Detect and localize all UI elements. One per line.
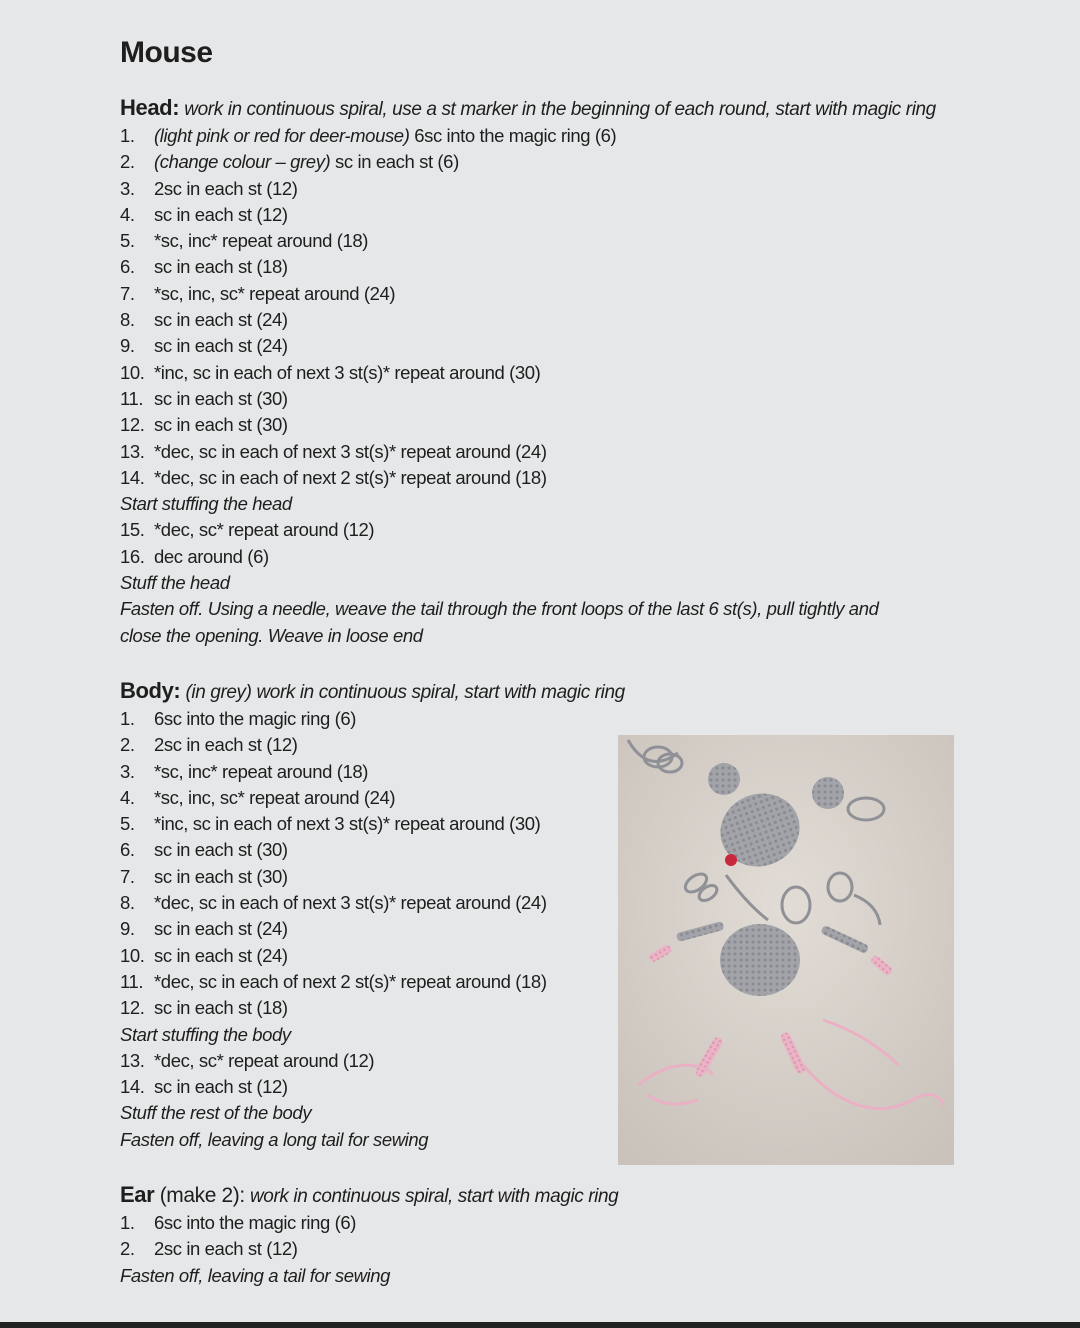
- body-fasten-note: Fasten off, leaving a long tail for sewing: [120, 1128, 429, 1150]
- round-number: 14.: [120, 1076, 145, 1098]
- body-stuffing-note: Start stuffing the body: [120, 1023, 291, 1045]
- round-number: 1.: [120, 1212, 135, 1233]
- round-color-note: (light pink or red for deer-mouse): [154, 125, 410, 146]
- round-instruction: sc in each st (18): [154, 997, 288, 1019]
- round-number: 2.: [120, 1238, 135, 1260]
- round-instruction: sc in each st (24): [154, 944, 288, 966]
- round-instruction: 2sc in each st (12): [154, 1238, 298, 1260]
- round-instruction: sc in each st (30): [154, 387, 288, 409]
- round-instruction: *inc, sc in each of next 3 st(s)* repeat around (30): [154, 361, 541, 383]
- round-number: 14.: [120, 466, 145, 488]
- head-round: [120, 360, 936, 386]
- round-instruction: *dec, sc* repeat around (12): [154, 1049, 375, 1071]
- round-instruction: 6sc into the magic ring (6): [154, 708, 357, 729]
- round-instruction: *dec, sc in each of next 3 st(s)* repeat around (24): [154, 892, 547, 914]
- round-instruction: sc in each st (30): [154, 414, 288, 436]
- round-instruction: sc in each st (6): [330, 151, 459, 173]
- body-rounds: [120, 706, 625, 1022]
- round-instruction: sc in each st (18): [154, 256, 288, 278]
- round-number: 8.: [120, 892, 135, 914]
- page-title: Mouse: [120, 36, 213, 69]
- body-round: [120, 995, 625, 1021]
- round-instruction: *sc, inc, sc* repeat around (24): [154, 786, 396, 808]
- round-number: 5.: [120, 230, 135, 252]
- head-fasten-line-1: Fasten off. Using a needle, weave the tail through the front loops of the last 6 st(s), pull tightly and: [120, 598, 879, 620]
- round-number: 16.: [120, 545, 145, 567]
- body-round: [120, 759, 625, 785]
- round-number: 12.: [120, 414, 145, 436]
- head-stuff-note: Stuff the head: [120, 572, 230, 594]
- body-round: [120, 943, 625, 969]
- body-round: [120, 969, 625, 995]
- body-round: [120, 890, 625, 916]
- body-rounds-final: [120, 1048, 625, 1101]
- body-round: [120, 864, 625, 890]
- head-rounds-final: [120, 517, 936, 570]
- body-label: Body:: [120, 678, 181, 703]
- round-number: 7.: [120, 282, 135, 304]
- head-round: [120, 281, 936, 307]
- head-round: [120, 465, 936, 491]
- round-instruction: sc in each st (12): [154, 203, 288, 225]
- body-note: (in grey) work in continuous spiral, start with magic ring: [185, 682, 625, 703]
- body-stuff-note: Stuff the rest of the body: [120, 1102, 312, 1124]
- round-instruction: sc in each st (24): [154, 335, 288, 357]
- round-number: 11.: [120, 387, 144, 409]
- round-number: 4.: [120, 203, 135, 225]
- head-section: [120, 95, 936, 649]
- head-round: [120, 123, 936, 149]
- ear-section: [120, 1182, 618, 1289]
- body-round: [120, 811, 625, 837]
- head-label: Head:: [120, 95, 180, 120]
- round-number: 8.: [120, 309, 135, 331]
- head-stuffing-note: Start stuffing the head: [120, 493, 292, 515]
- round-instruction: sc in each st (24): [154, 309, 288, 331]
- head-round: [120, 228, 936, 254]
- body-round: [120, 732, 625, 758]
- round-instruction: sc in each st (12): [154, 1076, 288, 1098]
- ear-rounds: [120, 1210, 618, 1263]
- head-round: [120, 307, 936, 333]
- head-fasten-line-2: close the opening. Weave in loose end: [120, 624, 423, 646]
- body-round: [120, 1048, 625, 1074]
- round-instruction: *dec, sc* repeat around (12): [154, 519, 375, 541]
- round-number: 1.: [120, 125, 135, 146]
- round-instruction: *dec, sc in each of next 3 st(s)* repeat around (24): [154, 440, 547, 462]
- head-round: [120, 176, 936, 202]
- body-round: [120, 785, 625, 811]
- round-instruction: sc in each st (30): [154, 839, 288, 861]
- round-instruction: *inc, sc in each of next 3 st(s)* repeat around (30): [154, 813, 541, 835]
- head-round: [120, 544, 936, 570]
- head-round: [120, 202, 936, 228]
- head-note: work in continuous spiral, use a st marker in the beginning of each round, start with magic ring: [184, 99, 936, 120]
- bottom-rule: [0, 1322, 1080, 1328]
- round-number: 3.: [120, 760, 135, 782]
- round-number: 13.: [120, 1049, 145, 1071]
- ear-label-suffix: (make 2):: [154, 1184, 245, 1207]
- ear-label: Ear: [120, 1182, 155, 1207]
- body-section: [120, 678, 625, 1153]
- head-round: [120, 333, 936, 359]
- round-instruction: *sc, inc, sc* repeat around (24): [154, 282, 396, 304]
- round-instruction: *sc, inc* repeat around (18): [154, 760, 369, 782]
- round-number: 10.: [120, 361, 145, 383]
- round-number: 10.: [120, 944, 145, 966]
- round-instruction: 2sc in each st (12): [154, 734, 298, 756]
- crochet-mouse-parts-photo: [618, 735, 954, 1165]
- round-instruction: *sc, inc* repeat around (18): [154, 230, 369, 252]
- ear-round: [120, 1210, 618, 1236]
- round-instruction: 6sc into the magic ring (6): [409, 125, 617, 146]
- ear-fasten-note: Fasten off, leaving a tail for sewing: [120, 1264, 391, 1286]
- round-number: 12.: [120, 997, 145, 1019]
- round-number: 6.: [120, 256, 135, 278]
- round-number: 15.: [120, 519, 145, 541]
- round-number: 9.: [120, 918, 135, 940]
- ear-round: [120, 1236, 618, 1262]
- body-round: [120, 916, 625, 942]
- head-round: [120, 517, 936, 543]
- ear-note: work in continuous spiral, start with magic ring: [249, 1186, 619, 1207]
- body-round: [120, 837, 625, 863]
- head-heading: [120, 95, 936, 123]
- round-number: 3.: [120, 177, 135, 199]
- head-round: [120, 412, 936, 438]
- round-number: 9.: [120, 335, 135, 357]
- body-heading: [120, 678, 625, 706]
- head-round: [120, 254, 936, 280]
- head-round: [120, 149, 936, 175]
- round-instruction: 6sc into the magic ring (6): [154, 1212, 357, 1233]
- round-instruction: dec around (6): [154, 545, 269, 567]
- ear-heading: [120, 1182, 618, 1210]
- round-color-note: (change colour – grey): [154, 151, 331, 173]
- round-instruction: sc in each st (24): [154, 918, 288, 940]
- round-number: 4.: [120, 786, 135, 808]
- round-number: 13.: [120, 440, 145, 462]
- round-number: 1.: [120, 708, 135, 729]
- head-round: [120, 386, 936, 412]
- round-number: 7.: [120, 865, 135, 887]
- round-instruction: sc in each st (30): [154, 865, 288, 887]
- round-instruction: *dec, sc in each of next 2 st(s)* repeat around (18): [154, 466, 547, 488]
- body-round: [120, 1074, 625, 1100]
- round-number: 6.: [120, 839, 135, 861]
- round-instruction: *dec, sc in each of next 2 st(s)* repeat around (18): [154, 970, 547, 992]
- round-number: 5.: [120, 813, 135, 835]
- head-rounds: [120, 123, 936, 491]
- round-number: 2.: [120, 151, 135, 173]
- round-number: 11.: [120, 970, 144, 992]
- round-instruction: 2sc in each st (12): [154, 177, 298, 199]
- round-number: 2.: [120, 734, 135, 756]
- head-round: [120, 439, 936, 465]
- body-round: [120, 706, 625, 732]
